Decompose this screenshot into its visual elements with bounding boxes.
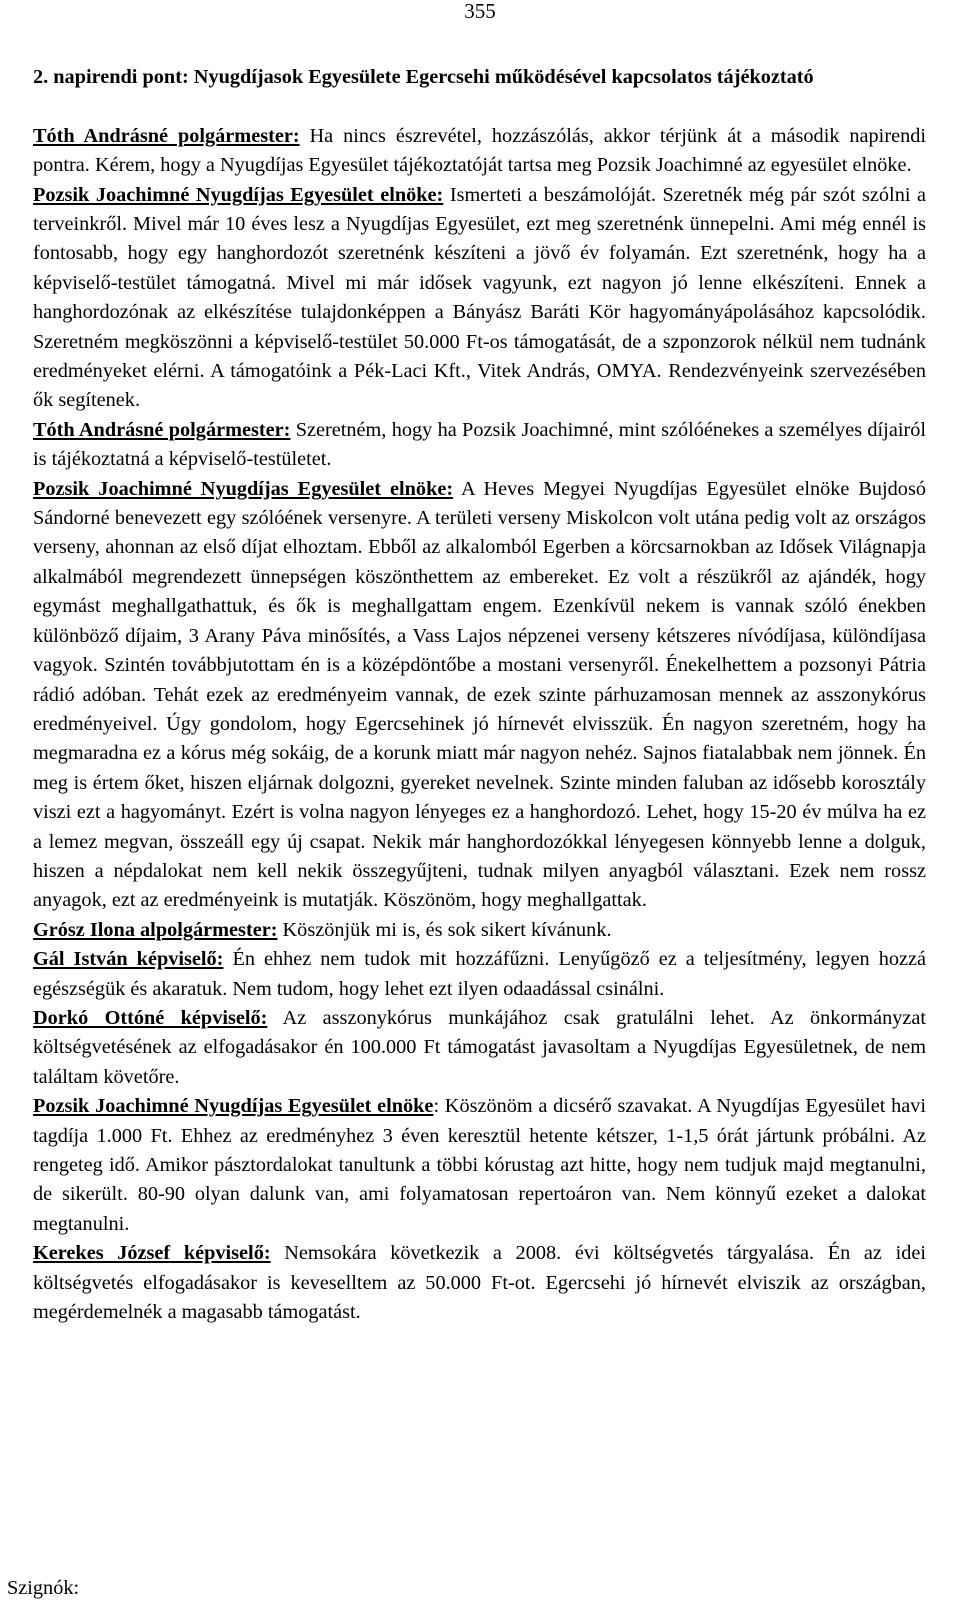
paragraph-text: A Heves Megyei Nyugdíjas Egyesület elnöke Bujdosó Sándorné benevezett egy szólóének versenyre. A területi verseny Miskolcon volt utána pedig volt az országos verseny, ahonnan az első díjat elhoztam. Ebből az alkalomból Egerben a körcsarnokban az Idősek Világnapja alkalmából megrendezett ünnepségen köszönthettem az embereket. Ez volt a részükről az ajándék, hogy egymást meghallgathattuk, és ők is meghallgattam engem. Ezenkívül nekem is vannak szóló énekben különböző díjaim, 3 Arany Páva minősítés, a Vass Lajos népzenei verseny kétszeres nívódíjasa, különdíjasa vagyok. Szintén továbbjutottam én is a középdöntőbe a mostani versenyről. Énekelhettem a pozsonyi Pátria rádió adóban. Tehát ezek az eredményeim vannak, de ezek szinte párhuzamosan mennek az asszonykórus eredményeivel. Úgy gondolom, hogy Egercsehinek jó hírnevét elvisszük. Én nagyon szeretném, hogy ha megmaradna ez a kórus még sokáig, de a korunk miatt már nagyon nehéz. Sajnos fiatalabbak nem jönnek. Én meg is értem őket, hiszen eljárnak dolgozni, gyereket nevelnek. Szinte minden faluban az idősebb korosztály viszi ezt a hagyományt. Ezért is volna nagyon lényeges ez a hanghordozó. Lehet, hogy 15-20 év múlva ha ez a lemez megvan, összeáll egy új csapat. Nekik már hanghordozókkal lényegesen könnyebb lenne a dolguk, hiszen a népdalokat nem kell nekik összegyűjteni, tudnak milyen anyagból választani. Ezek nem rossz anyagok, ezt az eredményeink is mutatják. Köszönöm, hogy meghallgattak. xyxy=(33,477,926,912)
speaker-name: Dorkó Ottóné képviselő: xyxy=(33,1006,268,1029)
paragraph-text: : Köszönöm a dicsérő szavakat. A Nyugdíjas Egyesület havi tagdíja 1.000 Ft. Ehhez az eredményhez 3 éven keresztül hetente kétszer, 1-1,5 órát jártunk próbálni. Az rengeteg idő. Amikor pásztordalokat tanultunk a többi kórustag azt hitte, hogy nem tudjuk majd megtanulni, de sikerült. 80-90 olyan dalunk van, ami folyamatosan repertoáron van. Nem könnyű ezeket a dalokat megtanulni. xyxy=(33,1095,926,1235)
speaker-name: Pozsik Joachimné Nyugdíjas Egyesület elnöke xyxy=(33,1095,434,1118)
paragraph xyxy=(33,475,926,916)
speaker-name: Tóth Andrásné polgármester: xyxy=(33,124,300,147)
speaker-name: Pozsik Joachimné Nyugdíjas Egyesület elnöke: xyxy=(33,183,444,206)
signatures-label: Szignók: xyxy=(7,1577,80,1599)
paragraph-text: Az asszonykórus munkájához csak gratulálni lehet. Az önkormányzat költségvetésének az elfogadásakor én 100.000 Ft támogatást javasoltam a Nyugdíjas Egyesületnek, de nem találtam követőre. xyxy=(33,1006,926,1088)
speaker-name: Kerekes József képviselő: xyxy=(33,1242,271,1265)
paragraph xyxy=(33,416,926,475)
speaker-name: Grósz Ilona alpolgármester: xyxy=(33,918,278,941)
speaker-name: Gál István képviselő: xyxy=(33,948,224,971)
paragraph xyxy=(33,181,926,416)
paragraph xyxy=(33,1239,926,1327)
document-body xyxy=(33,63,926,1327)
paragraph xyxy=(33,1004,926,1092)
paragraph-text: Ha nincs észrevétel, hozzászólás, akkor térjünk át a második napirendi pontra. Kérem, hogy a Nyugdíjas Egyesület tájékoztatóját tartsa meg Pozsik Joachimné az egyesület elnöke. xyxy=(33,124,926,177)
page-number: 355 xyxy=(464,0,496,23)
paragraph xyxy=(33,945,926,1004)
paragraph-text: Ismerteti a beszámolóját. Szeretnék még pár szót szólni a terveinkről. Mivel már 10 éves lesz a Nyugdíjas Egyesület, ezt meg szeretnénk ünnepelni. Ami még ennél is fontosabb, hogy egy hanghordozót szeretnénk készíteni a jövő év folyamán. Ezt szeretnénk, hogy ha a képviselő-testület támogatná. Mivel mi már idősek vagyunk, ezt nagyon jó lenne elkészíteni. Ennek a hanghordozónak az elkészítése tulajdonképpen a Bányász Baráti Kör hagyományápolásához kapcsolódik. Szeretném megköszönni a képviselő-testület 50.000 Ft-os támogatását, de a szponzorok nélkül nem tudnánk eredményeket elérni. A támogatóink a Pék-Laci Kft., Vitek András, OMYA. Rendezvényeink szervezésében ők segítenek. xyxy=(33,183,926,412)
paragraph xyxy=(33,122,926,181)
paragraph-text: Köszönjük mi is, és sok sikert kívánunk. xyxy=(277,918,612,941)
speaker-name: Pozsik Joachimné Nyugdíjas Egyesület elnöke: xyxy=(33,477,454,500)
paragraph xyxy=(33,1092,926,1239)
speaker-name: Tóth Andrásné polgármester: xyxy=(33,418,291,441)
paragraph xyxy=(33,916,926,945)
paragraph-text: Szeretném, hogy ha Pozsik Joachimné, mint szólóénekes a személyes díjairól is tájékoztatná a képviselő-testületet. xyxy=(33,418,926,471)
paragraph-text: Én ehhez nem tudok mit hozzáfűzni. Lenyűgöző ez a teljesítmény, legyen hozzá egészségük és akaratuk. Nem tudom, hogy lehet ezt ilyen odaadással csinálni. xyxy=(33,948,926,1000)
agenda-heading: 2. napirendi pont: Nyugdíjasok Egyesülete Egercsehi működésével kapcsolatos tájékoztató xyxy=(33,66,814,88)
paragraph-text: Nemsokára következik a 2008. évi költségvetés tárgyalása. Én az idei költségvetés elfogadásakor is keveselltem az 50.000 Ft-ot. Egercsehi jó hírnevét elviszik az országban, megérdemelnék a magasabb támogatást. xyxy=(33,1242,926,1324)
